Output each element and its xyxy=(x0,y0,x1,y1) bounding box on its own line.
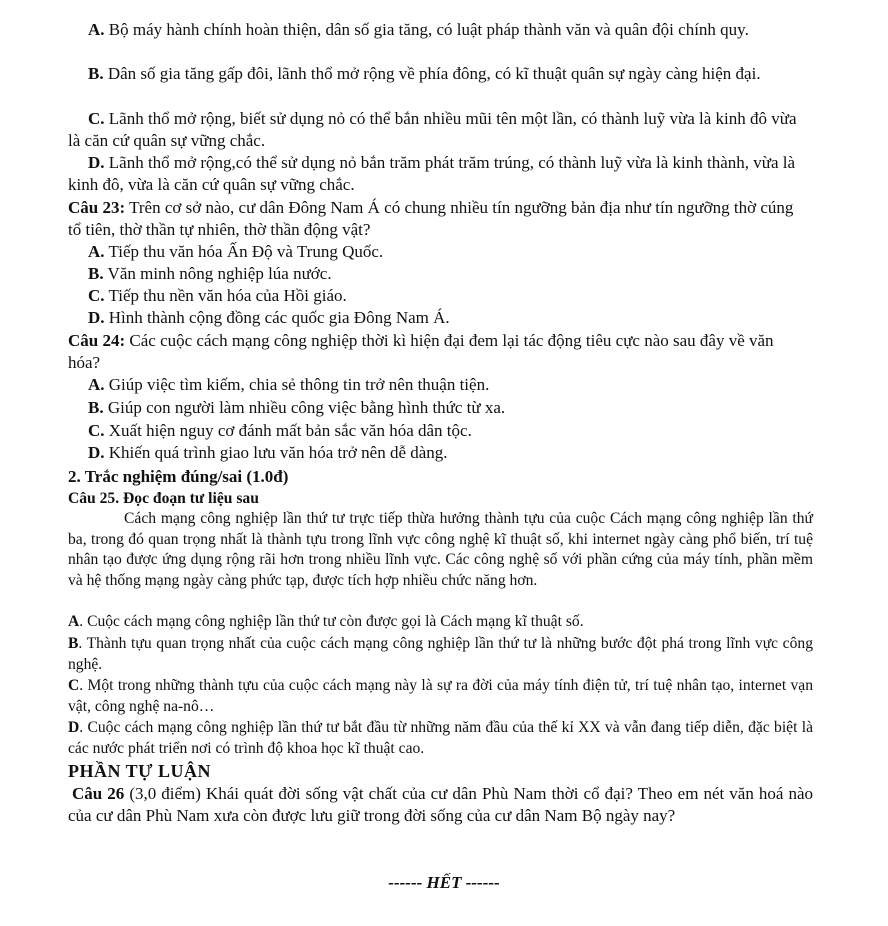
q22-option-b: B. Dân số gia tăng gấp đôi, lãnh thổ mở rộng về phía đông, có kĩ thuật quân sự ngày càng hiện đại. xyxy=(88,64,761,83)
q22-option-a: A. Bộ máy hành chính hoàn thiện, dân số gia tăng, có luật pháp thành văn và quân đội chính quy. xyxy=(88,20,749,39)
q25-statement-b: B. Thành tựu quan trọng nhất của cuộc cách mạng công nghiệp lần thứ tư là những bước đột phá trong lĩnh vực công nghệ. xyxy=(68,635,813,673)
q25-statement-c: C. Một trong những thành tựu của cuộc cách mạng này là sự ra đời của máy tính điện tử, trí tuệ nhân tạo, internet vạn vật, công nghệ na-nô… xyxy=(68,677,813,715)
q24-option-c: C. Xuất hiện nguy cơ đánh mất bản sắc văn hóa dân tộc. xyxy=(88,421,472,440)
q25-statement-d: D. Cuộc cách mạng công nghiệp lần thứ tư bắt đầu từ những năm đầu của thế kỉ XX và vẫn đang tiếp diễn, đặc biệt là các nước phát triển nơi có trình độ khoa học kĩ thuật cao. xyxy=(68,719,813,757)
q24-option-d: D. Khiến quá trình giao lưu văn hóa trở nên dễ dàng. xyxy=(88,443,448,462)
q23-option-c: C. Tiếp thu nền văn hóa của Hồi giáo. xyxy=(88,286,347,305)
essay-section-title: PHẦN TỰ LUẬN xyxy=(68,761,212,781)
q23-option-b: B. Văn minh nông nghiệp lúa nước. xyxy=(88,264,332,283)
q23-question: Câu 23: Trên cơ sở nào, cư dân Đông Nam Á có chung nhiều tín ngưỡng bản địa như tín ngưỡng thờ cúng tổ tiên, thờ thần tự nhiên, thờ thần động vật? xyxy=(68,198,794,239)
q23-option-a: A. Tiếp thu văn hóa Ấn Độ và Trung Quốc. xyxy=(88,242,384,261)
q25-passage: Cách mạng công nghiệp lần thứ tư trực tiếp thừa hưởng thành tựu của cuộc Cách mạng công nghiệp lần thứ ba, trong đó quan trọng nhất là thành tựu trong lĩnh vực công nghệ kĩ thuật số, khi internet ngày càng phổ biến, trí tuệ nhân tạo được ứng dụng rộng rãi hơn trong nhiều lĩnh vực. Các công nghệ số với phần cứng của máy tính, phần mềm và hệ thống mạng ngày càng phức tạp, được tích hợp nhiều chức năng hơn. xyxy=(68,510,813,589)
q23-option-d: D. Hình thành cộng đồng các quốc gia Đông Nam Á. xyxy=(88,308,450,327)
q25-statement-a: A. Cuộc cách mạng công nghiệp lần thứ tư còn được gọi là Cách mạng kĩ thuật số. xyxy=(68,613,584,630)
q24-option-a: A. Giúp việc tìm kiếm, chia sẻ thông tin trở nên thuận tiện. xyxy=(88,375,490,394)
q22-option-d: D. Lãnh thổ mở rộng,có thể sử dụng nỏ bắn trăm phát trăm trúng, có thành luỹ vừa là kinh thành, vừa là kinh đô, vừa là căn cứ quân sự vững chắc. xyxy=(68,153,796,194)
end-marker: ------ HẾT ------ xyxy=(388,873,500,892)
section-2-title: 2. Trắc nghiệm đúng/sai (1.0đ) xyxy=(68,467,289,486)
q26-question: Câu 26 (3,0 điểm) Khái quát đời sống vật chất của cư dân Phù Nam thời cổ đại? Theo em nét văn hoá nào của cư dân Phù Nam xưa còn được lưu giữ trong đời sống của cư dân Nam Bộ ngày nay? xyxy=(68,784,813,825)
q25-title: Câu 25. Đọc đoạn tư liệu sau xyxy=(68,490,259,507)
q24-option-b: B. Giúp con người làm nhiều công việc bằng hình thức từ xa. xyxy=(88,398,506,417)
q24-question: Câu 24: Các cuộc cách mạng công nghiệp thời kì hiện đại đem lại tác động tiêu cực nào sau đây về văn hóa? xyxy=(68,331,774,372)
q22-option-c: C. Lãnh thổ mở rộng, biết sử dụng nỏ có thể bắn nhiều mũi tên một lần, có thành luỹ vừa là kinh đô vừa là căn cứ quân sự vững chắc. xyxy=(68,109,797,150)
